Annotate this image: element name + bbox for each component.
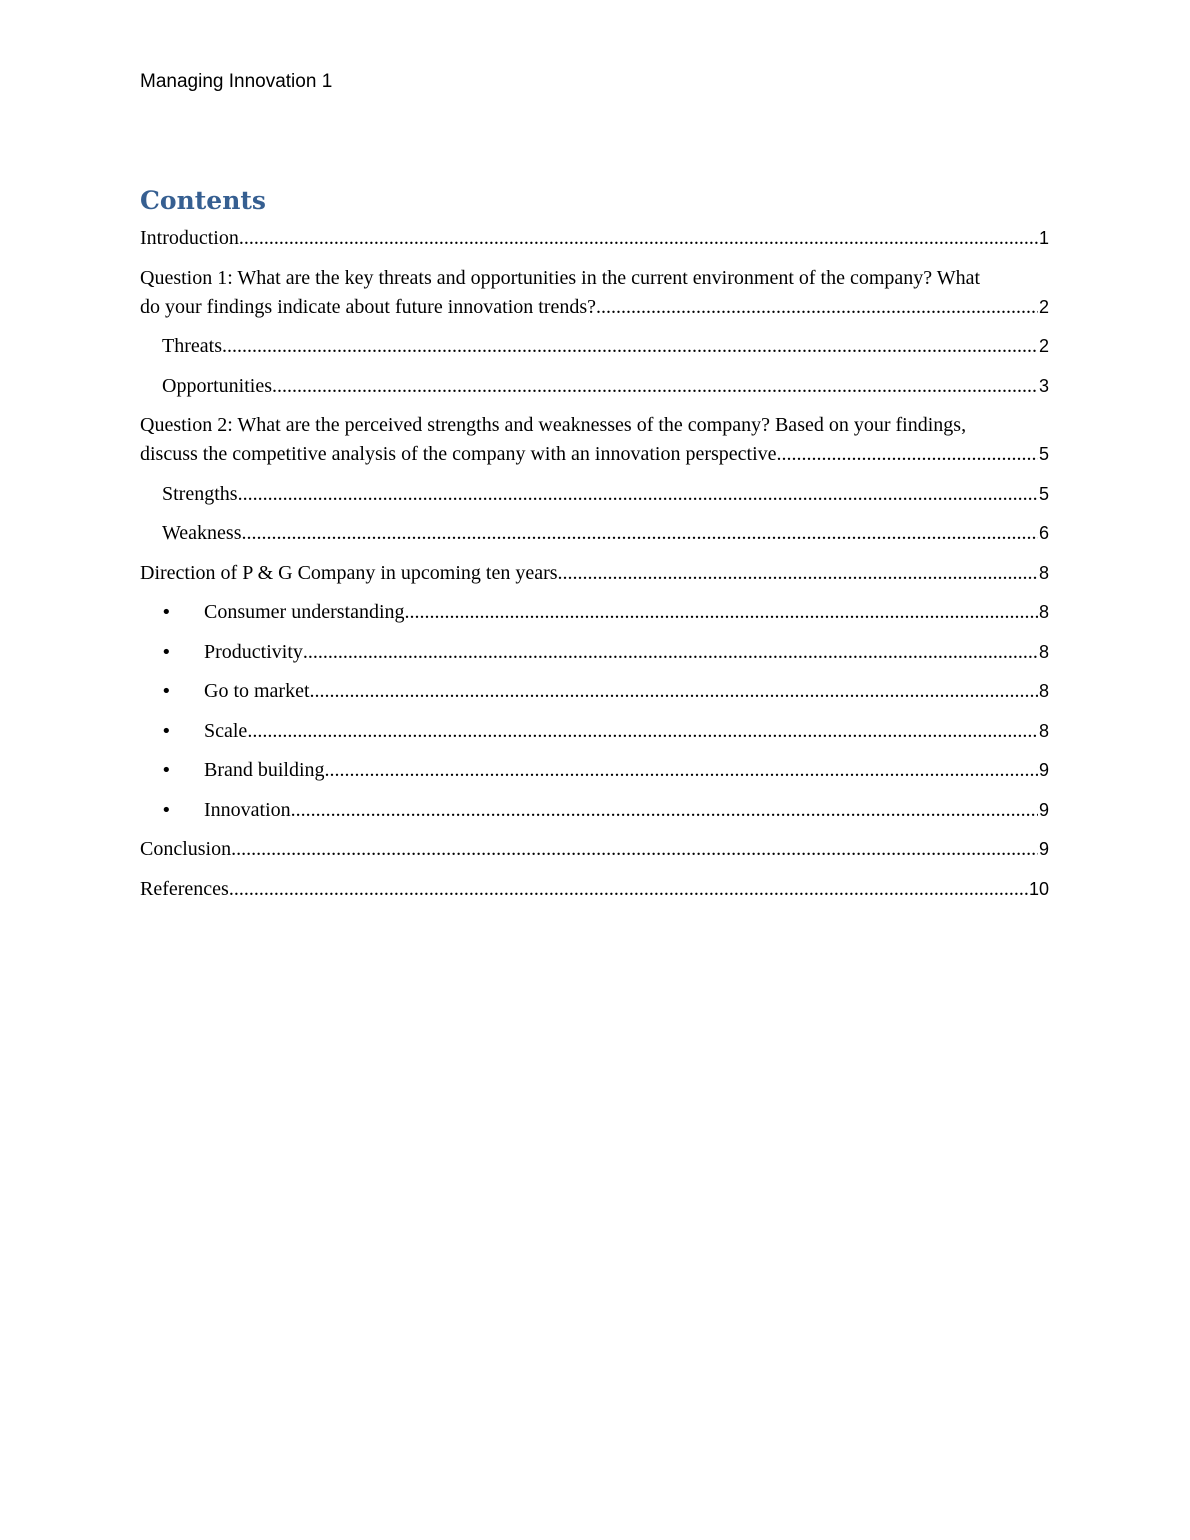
toc-entry-label: Opportunities bbox=[162, 374, 272, 397]
toc-entry-label: Productivity bbox=[204, 640, 303, 663]
toc-entry-references[interactable] bbox=[140, 875, 1049, 904]
toc-page-number: 2 bbox=[1038, 336, 1049, 356]
toc-entry-label: Scale bbox=[204, 719, 248, 742]
toc-entry-label: Strengths bbox=[162, 482, 238, 505]
toc-entry-direction[interactable] bbox=[140, 559, 1049, 588]
toc-entry-brand-building[interactable] bbox=[140, 756, 1049, 785]
toc-entry-label-line-1: Question 2: What are the perceived strengths and weaknesses of the company? Based on your findings, bbox=[140, 414, 967, 436]
toc-entry-label: Brand building bbox=[204, 759, 325, 781]
dot-leader bbox=[241, 519, 1038, 548]
toc-page-number: 1 bbox=[1038, 228, 1049, 248]
bullet-icon: • bbox=[161, 760, 172, 781]
toc-entry-label: Innovation bbox=[204, 798, 291, 821]
toc-page-number: 8 bbox=[1038, 562, 1049, 583]
running-header: Managing Innovation 1 bbox=[140, 71, 333, 92]
bullet-icon: • bbox=[161, 602, 172, 623]
toc-entry-go-to-market[interactable] bbox=[140, 677, 1049, 706]
toc-entry-introduction[interactable] bbox=[140, 224, 1049, 253]
toc-page-number: 9 bbox=[1038, 760, 1049, 780]
toc-entry-label: Consumer understanding bbox=[204, 601, 405, 623]
dot-leader bbox=[291, 796, 1038, 825]
toc-entry-consumer-understanding[interactable] bbox=[140, 598, 1049, 627]
dot-leader bbox=[303, 638, 1038, 667]
dot-leader bbox=[238, 480, 1038, 509]
dot-leader bbox=[310, 677, 1038, 706]
dot-leader bbox=[558, 559, 1038, 588]
toc-entry-label-line-1: Question 1: What are the key threats and opportunities in the current environment of the company? What bbox=[140, 266, 981, 289]
toc-heading: Contents bbox=[140, 186, 267, 215]
toc-entry-label: References bbox=[140, 877, 229, 900]
dot-leader bbox=[229, 875, 1028, 904]
toc-entry-opportunities[interactable] bbox=[140, 372, 1049, 401]
dot-leader bbox=[405, 598, 1038, 627]
table-of-contents bbox=[140, 224, 1049, 914]
dot-leader bbox=[222, 332, 1038, 361]
bullet-icon: • bbox=[161, 799, 172, 821]
bullet-icon: • bbox=[161, 720, 172, 742]
toc-entry-weakness[interactable] bbox=[140, 519, 1049, 548]
dot-leader bbox=[596, 293, 1038, 322]
toc-page-number: 8 bbox=[1038, 602, 1049, 622]
toc-page-number: 3 bbox=[1038, 375, 1049, 396]
toc-entry-label: discuss the competitive analysis of the company with an innovation perspective. bbox=[140, 443, 782, 465]
toc-entry-question-1[interactable] bbox=[140, 264, 1049, 322]
bullet-icon: • bbox=[161, 681, 172, 702]
dot-leader bbox=[231, 835, 1038, 864]
dot-leader bbox=[272, 372, 1038, 401]
toc-entry-threats[interactable] bbox=[140, 332, 1049, 361]
toc-entry-strengths[interactable] bbox=[140, 480, 1049, 509]
toc-page-number: 5 bbox=[1038, 444, 1049, 464]
dot-leader bbox=[239, 224, 1038, 253]
dot-leader bbox=[325, 756, 1038, 785]
toc-page-number: 5 bbox=[1038, 483, 1049, 504]
toc-entry-question-2[interactable] bbox=[140, 411, 1049, 469]
toc-page-number: 8 bbox=[1038, 681, 1049, 701]
dot-leader bbox=[247, 717, 1038, 746]
toc-entry-scale[interactable] bbox=[140, 717, 1049, 746]
toc-page-number: 9 bbox=[1038, 839, 1049, 859]
toc-page-number: 8 bbox=[1038, 720, 1049, 741]
bullet-icon: • bbox=[161, 641, 172, 663]
toc-entry-label: Direction of P & G Company in upcoming ten years bbox=[140, 561, 558, 584]
toc-entry-label: Introduction bbox=[140, 227, 239, 249]
toc-page-number: 10 bbox=[1028, 878, 1049, 899]
toc-entry-label: Threats bbox=[162, 335, 222, 357]
toc-entry-label: do your findings indicate about future innovation trends? bbox=[140, 295, 597, 318]
toc-page-number: 6 bbox=[1038, 523, 1049, 543]
toc-entry-label: Weakness bbox=[162, 522, 242, 544]
toc-entry-innovation[interactable] bbox=[140, 796, 1049, 825]
toc-entry-conclusion[interactable] bbox=[140, 835, 1049, 864]
toc-entry-label: Go to market bbox=[204, 680, 310, 702]
dot-leader bbox=[782, 440, 1038, 469]
toc-entry-label: Conclusion bbox=[140, 838, 232, 860]
toc-page-number: 8 bbox=[1038, 641, 1049, 662]
toc-page-number: 2 bbox=[1038, 296, 1049, 317]
toc-page-number: 9 bbox=[1038, 799, 1049, 820]
toc-entry-productivity[interactable] bbox=[140, 638, 1049, 667]
